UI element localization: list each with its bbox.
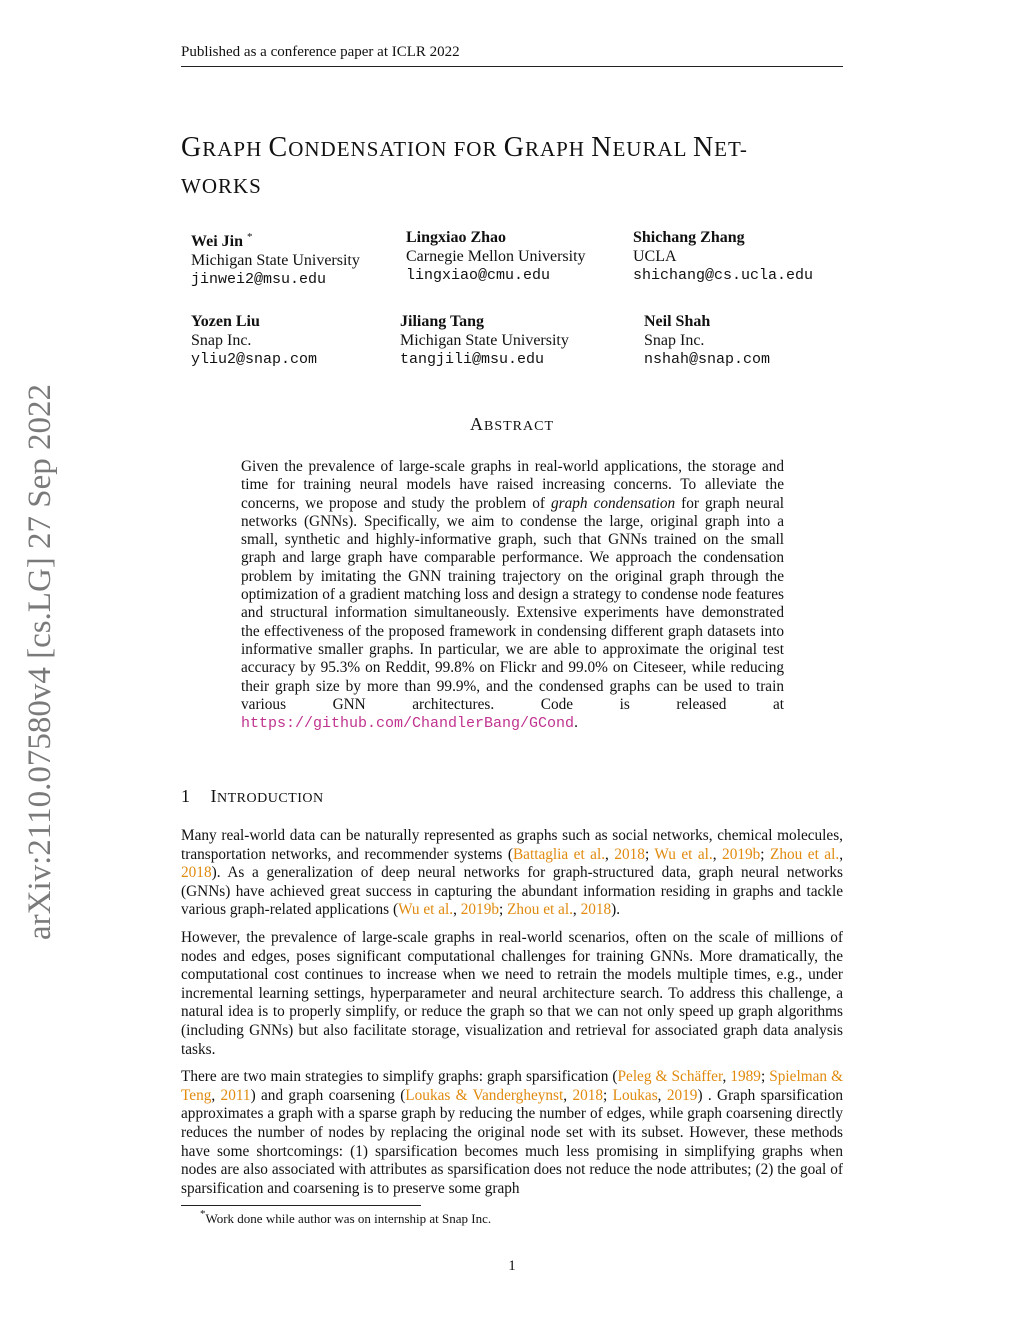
author-affiliation: Michigan State University [191, 252, 360, 269]
citation-link[interactable]: Spielman & Teng [181, 1068, 843, 1104]
citation-link[interactable]: Loukas [612, 1086, 658, 1104]
author-block [191, 228, 360, 289]
citation-link[interactable]: Wu et al. [398, 901, 454, 919]
abstract-heading: ABSTRACT [469, 414, 554, 434]
abstract-body: Given the prevalence of large-scale graphs in real-world applications, the storage and time for training neural models have raised increasing concerns. To alleviate the concerns, we propose and study the problem of graph condensation for graph neural networks (GNNs). Specifically, we aim to condense the large, original graph into a small, synthetic and highly-informative graph, such that GNNs trained on the small graph and large graph have comparable performance. We approach the condensation problem by imitating the GNN training trajectory on the original graph through the optimization of a gradient matching loss and design a strategy to condense node features and structural information simultaneously. Extensive experiments have demonstrated the effectiveness of the proposed framework in condensing different graph datasets into informative smaller graphs. In particular, we are able to approximate the original test accuracy by 95.3% on Reddit, 99.8% on Flickr and 99.0% on Citeseer, while reducing their graph size by more than 99.9%, and the condensed graphs can be used to train various GNN architectures. Code is released at https://github.com/ChandlerBang/GCond. [241, 458, 784, 733]
author-affiliation: UCLA [633, 248, 677, 265]
author-name: Neil Shah [644, 313, 711, 330]
author-email[interactable]: tangjili@msu.edu [400, 351, 545, 368]
citation-link[interactable]: 2018 [181, 864, 212, 882]
paragraph: However, the prevalence of large-scale graphs in real-world scenarios, often on the scale of millions of nodes and edges, poses significant computational challenges for training GNNs. More dramatically, the computational cost continues to increase when we need to retrain the models multiple times, e.g., under incremental learning settings, hyperparameter and neural architecture search. To address this challenge, a natural idea is to properly simplify, or reduce the graph so that we can not only speed up graph algorithms (including GNNs) but also facilitate storage, visualization and retrieval for associated graph data analysis tasks. [181, 928, 843, 1058]
footnote-rule [181, 1205, 421, 1206]
paragraph: Many real-world data can be naturally represented as graphs such as social networks, chemical molecules, transportation networks, and recommender systems (Battaglia et al., 2018; Wu et al., 2019b; Zhou et al., 2018). As a generalization of deep neural networks for graph-structured data, graph neural networks (GNNs) have achieved great success in capturing the abundant information residing in graphs and tackle various graph-related applications (Wu et al., 2019b; Zhou et al., 2018). [181, 827, 844, 919]
footnote: *Work done while author was on internship at Snap Inc. [200, 1208, 492, 1226]
header-rule [181, 66, 843, 67]
author-name: Yozen Liu [191, 313, 260, 330]
author-affiliation: Snap Inc. [644, 332, 705, 349]
author-name: Wei Jin [191, 233, 244, 250]
author-block [633, 228, 813, 285]
author-block [644, 312, 770, 369]
citation-link[interactable]: Wu et al. [654, 845, 713, 863]
citation-link[interactable]: Zhou et al. [507, 901, 573, 919]
author-affiliation: Snap Inc. [191, 332, 252, 349]
citation-link[interactable]: Peleg & Schäffer [617, 1068, 723, 1086]
author-affiliation: Carnegie Mellon University [406, 248, 586, 265]
author-affiliation: Michigan State University [400, 332, 569, 349]
citation-link[interactable]: 2019b [722, 845, 761, 863]
citation-link[interactable]: 2018 [614, 845, 645, 863]
section-heading-introduction: 1 INTRODUCTION [181, 786, 324, 806]
paper-title: GRAPH CONDENSATION FOR GRAPH NEURAL NET- WORKS [181, 132, 748, 198]
citation-link[interactable]: 2019 [666, 1086, 698, 1104]
author-name: Jiliang Tang [400, 313, 485, 330]
paragraph: There are two main strategies to simplify graphs: graph sparsification (Peleg & Schäffer, 1989; Spielman & Teng, 2011) and graph coarsening (Loukas & Vandergheynst, 2018; Loukas, 2019) . Graph sparsification approximates a graph with a sparse graph by reducing the number of edges, while graph coarsening directly reduces the number of nodes by replacing the original node set with its subset. However, these methods have some shortcomings: (1) sparsification becomes much less promising in simplifying graphs when nodes are also associated with attributes as sparsification does not reduce the node attributes; (2) the goal of sparsification and coarsening is to preserve some graph [181, 1068, 844, 1197]
citation-link[interactable]: 2018 [580, 901, 612, 919]
author-block [191, 312, 317, 369]
introduction-body [181, 827, 843, 1207]
citation-link[interactable]: 1989 [730, 1068, 761, 1086]
page-number: 1 [508, 1258, 516, 1274]
citation-link[interactable]: 2019b [460, 901, 499, 919]
running-header: Published as a conference paper at ICLR 2022 [181, 44, 460, 60]
author-block [400, 312, 569, 369]
citation-link[interactable]: Loukas & Vandergheynst [405, 1086, 564, 1104]
author-email[interactable]: shichang@cs.ucla.edu [633, 267, 814, 284]
citation-link[interactable]: Battaglia et al. [512, 845, 606, 863]
author-name: Shichang Zhang [633, 229, 745, 246]
author-email[interactable]: lingxiao@cmu.edu [406, 267, 551, 284]
citation-link[interactable]: Zhou et al. [770, 845, 840, 863]
author-email[interactable]: jinwei2@msu.edu [191, 271, 327, 288]
code-link[interactable]: https://github.com/ChandlerBang/GCond [241, 715, 575, 733]
author-name: Lingxiao Zhao [406, 229, 507, 246]
author-email[interactable]: nshah@snap.com [644, 351, 771, 368]
citation-link[interactable]: 2011 [220, 1086, 251, 1104]
arxiv-identifier: arXiv:2110.07580v4 [cs.LG] 27 Sep 2022 [22, 383, 58, 940]
author-email[interactable]: yliu2@snap.com [191, 351, 318, 368]
footnote-marker: * [247, 231, 253, 243]
author-block [406, 228, 586, 285]
citation-link[interactable]: 2018 [572, 1086, 604, 1104]
